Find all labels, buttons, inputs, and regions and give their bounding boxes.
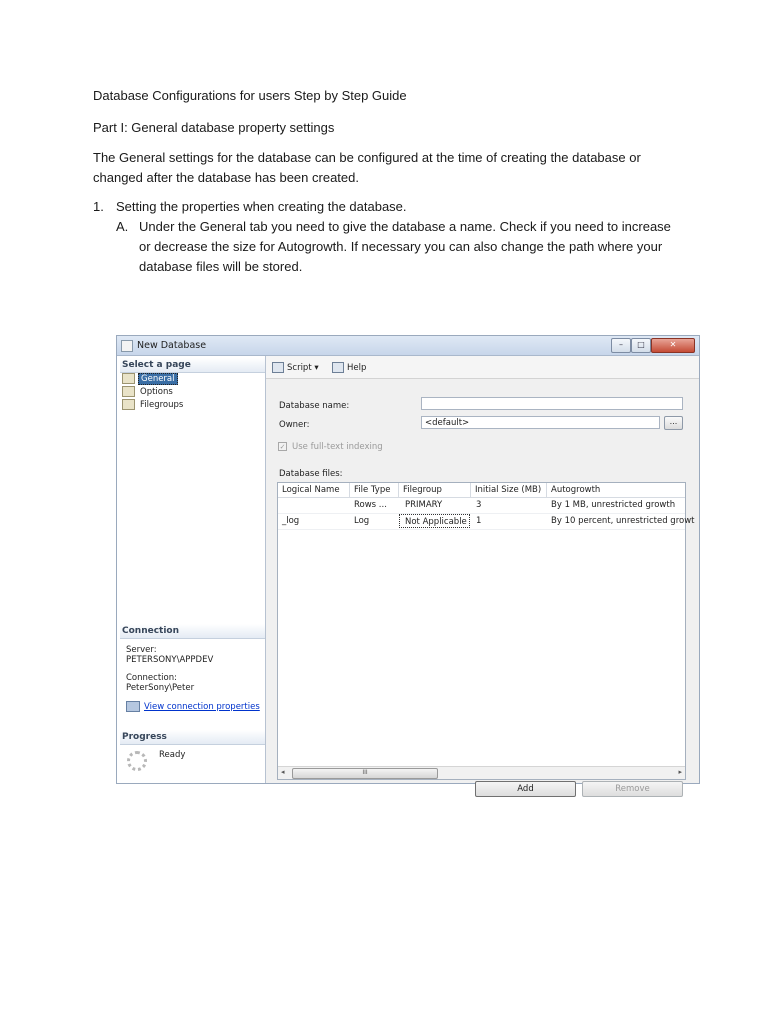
help-icon — [332, 362, 344, 373]
scroll-thumb[interactable]: III — [292, 768, 438, 779]
connection-header: Connection — [120, 624, 265, 639]
initial-size-cell[interactable]: 3 — [476, 500, 482, 510]
file-type-cell: Log — [354, 516, 370, 526]
view-connection-properties-label: View connection properties — [144, 702, 260, 712]
part-heading: Part I: General database property settings — [93, 120, 335, 135]
help-button[interactable] — [332, 362, 366, 373]
left-pane — [117, 356, 266, 783]
window-titlebar — [117, 336, 699, 356]
column-header[interactable]: Logical Name — [278, 483, 350, 497]
step-1-text: Setting the properties when creating the database. — [116, 199, 407, 214]
owner-input[interactable]: <default> — [421, 416, 660, 429]
database-name-input[interactable] — [421, 397, 683, 410]
filegroup-cell[interactable]: Not Applicable — [399, 514, 470, 528]
initial-size-cell[interactable]: 1 — [476, 516, 482, 526]
add-button[interactable]: Add — [475, 781, 576, 797]
column-header[interactable]: File Type — [350, 483, 399, 497]
document-title: Database Configurations for users Step by Step Guide — [93, 88, 407, 103]
chevron-down-icon: ▾ — [314, 363, 319, 373]
page-general-label: General — [138, 373, 178, 385]
database-files-grid — [277, 482, 695, 780]
fulltext-checkbox[interactable]: ✓ — [279, 443, 286, 451]
page-general[interactable] — [122, 373, 178, 385]
filegroup-cell[interactable]: PRIMARY — [405, 500, 443, 510]
server-value: PETERSONY\APPDEV — [126, 655, 214, 665]
logical-name-cell[interactable]: _log — [282, 516, 300, 526]
server-label: Server: — [126, 645, 157, 655]
owner-label: Owner: — [279, 420, 310, 430]
file-type-cell: Rows ... — [354, 500, 387, 510]
connection-value: PeterSony\Peter — [126, 683, 195, 693]
table-row[interactable] — [278, 514, 695, 530]
remove-button[interactable]: Remove — [582, 781, 683, 797]
column-header[interactable]: Autogrowth — [551, 485, 601, 495]
page-filegroups[interactable] — [122, 399, 185, 411]
page-icon — [122, 386, 135, 397]
column-header[interactable]: Filegroup — [399, 483, 471, 497]
fulltext-label: Use full-text indexing — [292, 442, 383, 452]
progress-status: Ready — [159, 750, 186, 760]
select-page-header: Select a page — [120, 358, 265, 373]
progress-spinner-icon — [127, 751, 147, 771]
close-button[interactable]: ✕ — [651, 338, 695, 353]
intro-paragraph: The General settings for the database can be configured at the time of creating the database or changed after the database has been created. — [93, 150, 641, 185]
page-icon — [122, 399, 135, 410]
step-a-letter: A. — [116, 219, 129, 234]
view-connection-properties-link[interactable] — [126, 701, 260, 712]
grid-header — [278, 483, 685, 498]
horizontal-scrollbar[interactable] — [278, 766, 685, 779]
progress-header: Progress — [120, 730, 265, 745]
script-label: Script — [287, 363, 312, 373]
column-header[interactable]: Initial Size (MB) — [471, 483, 547, 497]
table-row[interactable] — [278, 498, 685, 514]
owner-browse-button[interactable]: ... — [664, 416, 683, 430]
autogrowth-cell[interactable]: By 10 percent, unrestricted growt — [551, 516, 695, 526]
step-1-number: 1. — [93, 199, 104, 214]
autogrowth-cell[interactable]: By 1 MB, unrestricted growth — [551, 500, 676, 510]
page-icon — [122, 373, 135, 384]
database-name-label: Database name: — [279, 401, 350, 411]
help-label: Help — [347, 363, 367, 373]
scroll-right-icon[interactable]: ▸ — [678, 768, 682, 776]
database-files-label: Database files: — [279, 469, 343, 479]
script-icon — [272, 362, 284, 373]
page-options-label: Options — [140, 387, 173, 397]
connection-label: Connection: — [126, 673, 177, 683]
step-a-text: Under the General tab you need to give the database a name. Check if you need to increase or decrease the size for Autogrowth. If necessary you can also change the path where your database files will be stored. — [139, 219, 671, 274]
scroll-left-icon[interactable]: ◂ — [281, 768, 285, 776]
page-filegroups-label: Filegroups — [140, 400, 184, 410]
maximize-button[interactable]: □ — [631, 338, 651, 353]
right-pane — [266, 356, 699, 794]
logical-name-cell[interactable] — [282, 498, 348, 512]
database-icon — [121, 340, 133, 352]
new-database-window — [116, 335, 700, 794]
script-button[interactable] — [272, 362, 319, 373]
minimize-button[interactable]: – — [611, 338, 631, 353]
window-title: New Database — [137, 340, 207, 351]
connection-properties-icon — [126, 701, 140, 712]
page-options[interactable] — [122, 386, 175, 398]
toolbar — [266, 356, 699, 379]
